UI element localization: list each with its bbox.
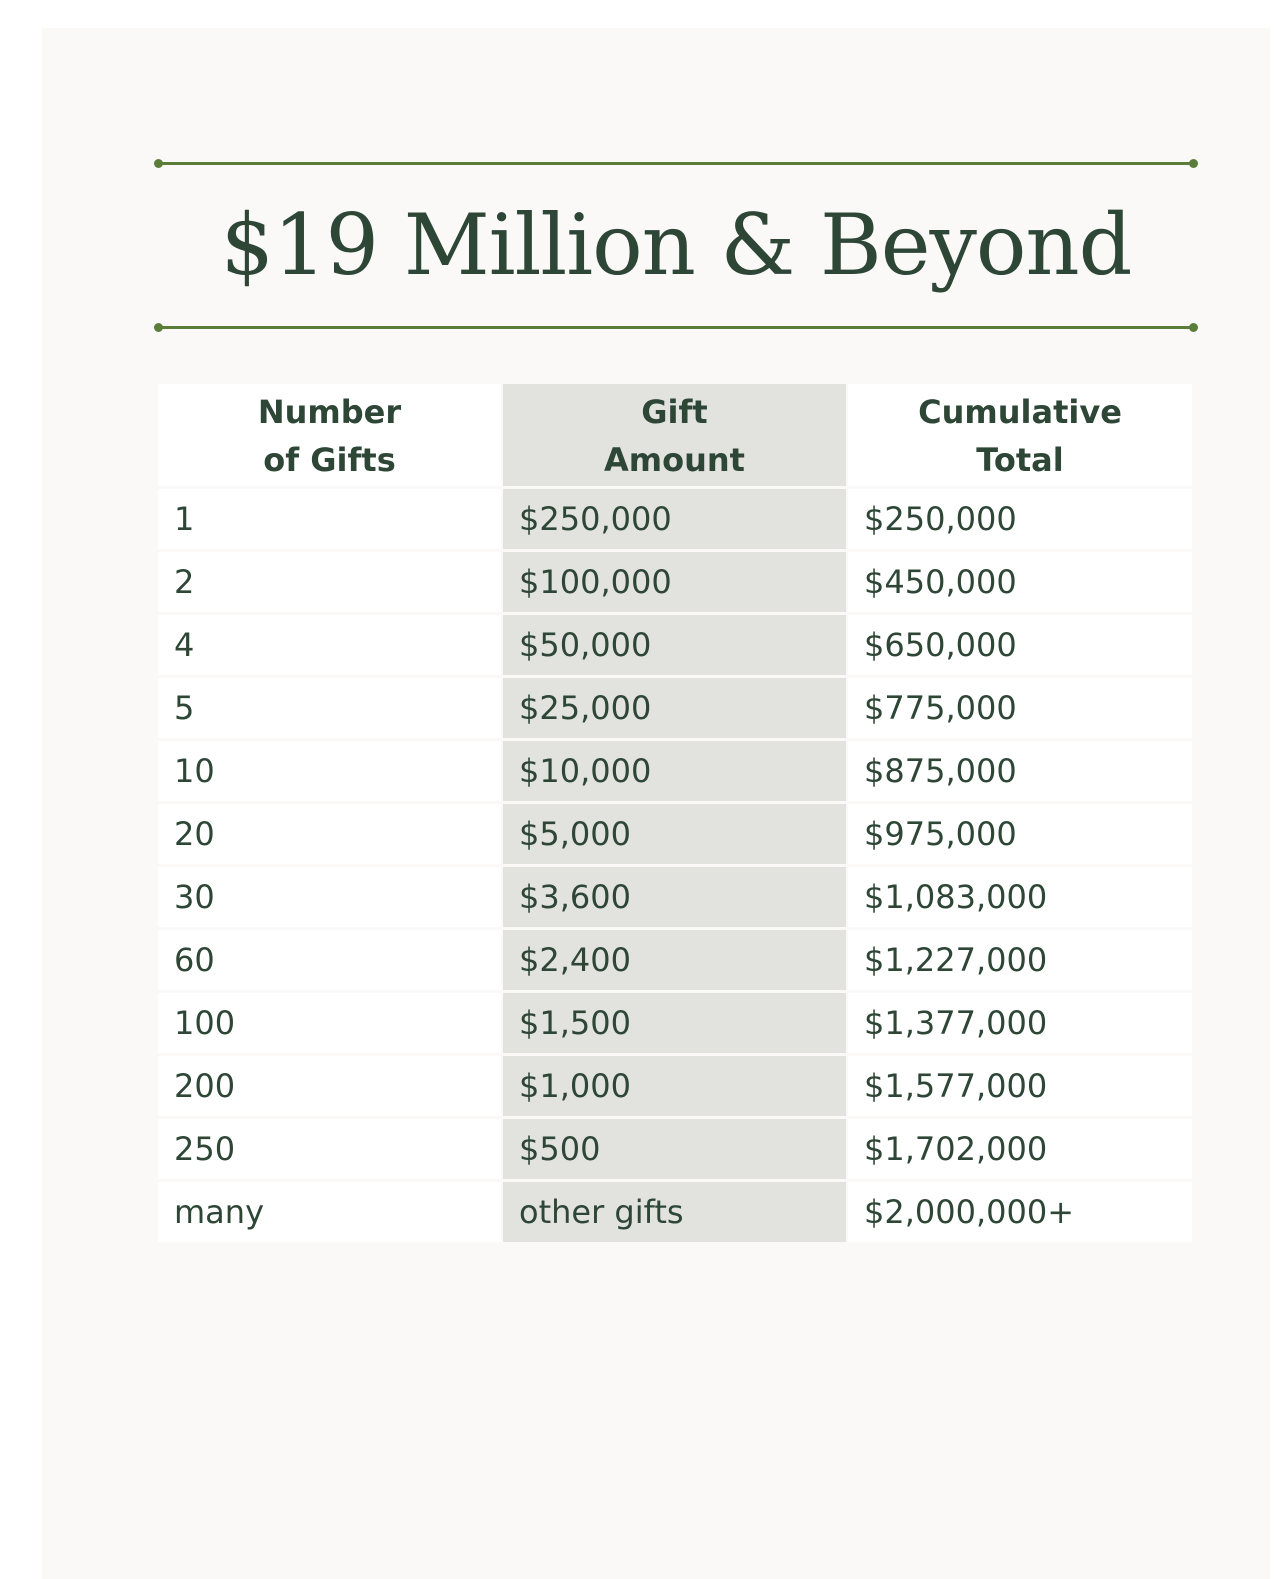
cell-gift-amount: $5,000 [503,804,846,864]
header-gift-amount: Gift Amount [503,384,846,486]
header-number-of-gifts: Number of Gifts [158,384,501,486]
cell-cumulative-total: $775,000 [848,678,1192,738]
cell-gift-amount: $100,000 [503,552,846,612]
cell-number-of-gifts: 4 [158,615,501,675]
bottom-divider [158,326,1194,329]
cell-cumulative-total: $1,577,000 [848,1056,1192,1116]
cell-gift-amount: $500 [503,1119,846,1179]
table-row [158,867,1192,927]
top-divider [158,162,1194,165]
cell-gift-amount: $25,000 [503,678,846,738]
table-row [158,804,1192,864]
cell-gift-amount: $50,000 [503,615,846,675]
cell-cumulative-total: $1,083,000 [848,867,1192,927]
cell-cumulative-total: $975,000 [848,804,1192,864]
table-row [158,1119,1192,1179]
cell-number-of-gifts: many [158,1182,501,1242]
cell-cumulative-total: $1,227,000 [848,930,1192,990]
table-row [158,552,1192,612]
cell-cumulative-total: $450,000 [848,552,1192,612]
cell-cumulative-total: $2,000,000+ [848,1182,1192,1242]
table-header [158,384,1192,486]
cell-number-of-gifts: 250 [158,1119,501,1179]
header-cumulative-total: Cumulative Total [848,384,1192,486]
cell-gift-amount: $1,000 [503,1056,846,1116]
cell-number-of-gifts: 1 [158,489,501,549]
cell-number-of-gifts: 2 [158,552,501,612]
cell-number-of-gifts: 20 [158,804,501,864]
cell-gift-amount: $250,000 [503,489,846,549]
table-row [158,1182,1192,1242]
table-row [158,615,1192,675]
cell-number-of-gifts: 5 [158,678,501,738]
table-row [158,930,1192,990]
table-row [158,993,1192,1053]
cell-cumulative-total: $650,000 [848,615,1192,675]
cell-cumulative-total: $1,377,000 [848,993,1192,1053]
gift-table [158,384,1192,1245]
cell-number-of-gifts: 10 [158,741,501,801]
table-body [158,489,1192,1242]
cell-cumulative-total: $250,000 [848,489,1192,549]
cell-cumulative-total: $875,000 [848,741,1192,801]
page-title: $19 Million & Beyond [220,196,1132,294]
table-row [158,678,1192,738]
table-row [158,489,1192,549]
cell-number-of-gifts: 100 [158,993,501,1053]
cell-number-of-gifts: 60 [158,930,501,990]
cell-gift-amount: $2,400 [503,930,846,990]
table-row [158,741,1192,801]
cell-number-of-gifts: 200 [158,1056,501,1116]
cell-number-of-gifts: 30 [158,867,501,927]
cell-gift-amount: $1,500 [503,993,846,1053]
cell-gift-amount: $3,600 [503,867,846,927]
cell-gift-amount: other gifts [503,1182,846,1242]
cell-gift-amount: $10,000 [503,741,846,801]
cell-cumulative-total: $1,702,000 [848,1119,1192,1179]
table-row [158,1056,1192,1116]
